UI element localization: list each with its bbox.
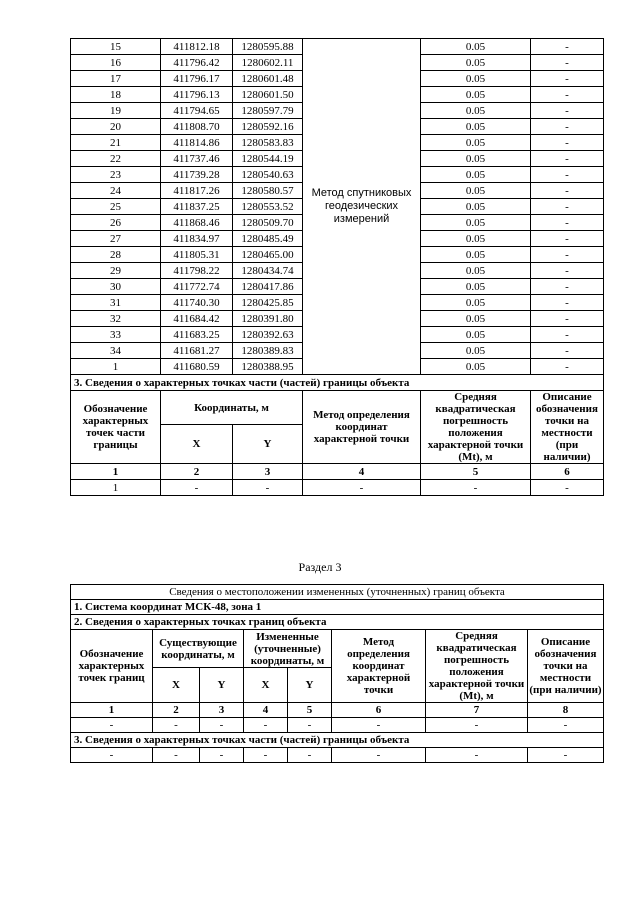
point-number: 24 <box>71 183 161 199</box>
coord-x: 411817.26 <box>161 183 233 199</box>
cell-value: - <box>332 748 426 763</box>
coord-x: 411837.25 <box>161 199 233 215</box>
header-mt: Средняя квадратическая погрешность положения характерной точки (Mt), м <box>426 630 528 703</box>
point-number: 23 <box>71 167 161 183</box>
point-number: 21 <box>71 135 161 151</box>
coord-y: 1280434.74 <box>233 263 303 279</box>
column-number: 4 <box>244 703 288 718</box>
column-number: 8 <box>528 703 604 718</box>
column-number: 1 <box>71 703 153 718</box>
coord-x: 411739.28 <box>161 167 233 183</box>
cell-value: - <box>531 480 604 496</box>
header-y: Y <box>233 425 303 464</box>
point-number: 16 <box>71 55 161 71</box>
description-value: - <box>531 119 604 135</box>
description-value: - <box>531 183 604 199</box>
parts-section-title: 3. Сведения о характерных точках части (частей) границы объекта <box>71 375 604 391</box>
column-number: 6 <box>332 703 426 718</box>
column-number: 1 <box>71 464 161 480</box>
coord-y: 1280509.70 <box>233 215 303 231</box>
column-number: 5 <box>288 703 332 718</box>
coord-y: 1280601.50 <box>233 87 303 103</box>
mt-value: 0.05 <box>421 151 531 167</box>
cell-value: - <box>528 718 604 733</box>
cell-value: - <box>426 748 528 763</box>
point-number: 22 <box>71 151 161 167</box>
description-value: - <box>531 263 604 279</box>
point-number: 1 <box>71 359 161 375</box>
point-number: 32 <box>71 311 161 327</box>
cell-value: - <box>200 748 244 763</box>
cell-value: - <box>288 718 332 733</box>
column-number: 2 <box>153 703 200 718</box>
mt-value: 0.05 <box>421 279 531 295</box>
mt-value: 0.05 <box>421 359 531 375</box>
description-value: - <box>531 103 604 119</box>
coord-y: 1280425.85 <box>233 295 303 311</box>
cell-value: - <box>200 718 244 733</box>
mt-value: 0.05 <box>421 343 531 359</box>
mt-value: 0.05 <box>421 183 531 199</box>
coord-y: 1280388.95 <box>233 359 303 375</box>
point-number: 28 <box>71 247 161 263</box>
point-number: 29 <box>71 263 161 279</box>
table-row <box>71 748 604 763</box>
mt-value: 0.05 <box>421 247 531 263</box>
header-existing-coords: Существующие координаты, м <box>153 630 244 668</box>
header-method: Метод определения координат характерной точки <box>332 630 426 703</box>
section-row <box>71 375 604 391</box>
description-value: - <box>531 327 604 343</box>
points-section-row: 2. Сведения о характерных точках границ объекта <box>71 615 604 630</box>
coord-x: 411681.27 <box>161 343 233 359</box>
coord-y: 1280592.16 <box>233 119 303 135</box>
cell-value: - <box>244 718 288 733</box>
coord-y: 1280540.63 <box>233 167 303 183</box>
coord-x: 411740.30 <box>161 295 233 311</box>
column-number: 7 <box>426 703 528 718</box>
section-heading: Раздел 3 <box>298 560 342 574</box>
mt-value: 0.05 <box>421 135 531 151</box>
description-value: - <box>531 167 604 183</box>
point-number: 19 <box>71 103 161 119</box>
point-number: 18 <box>71 87 161 103</box>
table2-title: Сведения о местоположении измененных (уточненных) границ объекта <box>71 585 604 600</box>
cell-value: 1 <box>71 480 161 496</box>
description-value: - <box>531 135 604 151</box>
column-numbers-row <box>71 464 604 480</box>
coord-x: 411796.42 <box>161 55 233 71</box>
cell-value: - <box>288 748 332 763</box>
cell-value: - <box>426 718 528 733</box>
mt-value: 0.05 <box>421 263 531 279</box>
mt-value: 0.05 <box>421 327 531 343</box>
description-value: - <box>531 71 604 87</box>
mt-value: 0.05 <box>421 295 531 311</box>
cell-value: - <box>332 718 426 733</box>
description-value: - <box>531 359 604 375</box>
point-number: 26 <box>71 215 161 231</box>
header-x: X <box>161 425 233 464</box>
coord-x: 411868.46 <box>161 215 233 231</box>
point-number: 27 <box>71 231 161 247</box>
coord-x: 411737.46 <box>161 151 233 167</box>
coord-x: 411683.25 <box>161 327 233 343</box>
coordinate-system-row: 1. Система координат МСК-48, зона 1 <box>71 600 604 615</box>
description-value: - <box>531 343 604 359</box>
point-number: 34 <box>71 343 161 359</box>
mt-value: 0.05 <box>421 39 531 55</box>
mt-value: 0.05 <box>421 87 531 103</box>
cell-value: - <box>153 748 200 763</box>
column-number: 4 <box>303 464 421 480</box>
header-y-existing: Y <box>200 668 244 703</box>
coord-y: 1280485.49 <box>233 231 303 247</box>
mt-value: 0.05 <box>421 167 531 183</box>
coord-x: 411798.22 <box>161 263 233 279</box>
coord-x: 411772.74 <box>161 279 233 295</box>
column-number: 2 <box>161 464 233 480</box>
coord-x: 411834.97 <box>161 231 233 247</box>
cell-value: - <box>528 748 604 763</box>
mt-value: 0.05 <box>421 199 531 215</box>
coord-y: 1280583.83 <box>233 135 303 151</box>
cell-value: - <box>153 718 200 733</box>
description-value: - <box>531 199 604 215</box>
coordinates-table-continued <box>70 38 604 496</box>
description-value: - <box>531 55 604 71</box>
description-value: - <box>531 247 604 263</box>
header-description: Описание обозначения точки на местности (при наличии) <box>531 391 604 464</box>
coord-x: 411796.13 <box>161 87 233 103</box>
coord-y: 1280391.80 <box>233 311 303 327</box>
header-y-changed: Y <box>288 668 332 703</box>
cell-value: - <box>233 480 303 496</box>
header-changed-coords: Измененные (уточненные) координаты, м <box>244 630 332 668</box>
mt-value: 0.05 <box>421 119 531 135</box>
column-number: 5 <box>421 464 531 480</box>
header-x-existing: X <box>153 668 200 703</box>
table-row <box>71 718 604 733</box>
coord-y: 1280602.11 <box>233 55 303 71</box>
coord-y: 1280465.00 <box>233 247 303 263</box>
description-value: - <box>531 311 604 327</box>
method-cell: Метод спутниковых геодезических измерений <box>303 39 421 375</box>
column-number: 3 <box>200 703 244 718</box>
mt-value: 0.05 <box>421 71 531 87</box>
cell-value: - <box>161 480 233 496</box>
coord-y: 1280601.48 <box>233 71 303 87</box>
point-number: 30 <box>71 279 161 295</box>
header-mt: Средняя квадратическая погрешность положения характерной точки (Mt), м <box>421 391 531 464</box>
cell-value: - <box>71 748 153 763</box>
coord-x: 411814.86 <box>161 135 233 151</box>
table-row <box>71 39 604 55</box>
point-number: 31 <box>71 295 161 311</box>
description-value: - <box>531 87 604 103</box>
description-value: - <box>531 151 604 167</box>
coord-y: 1280389.83 <box>233 343 303 359</box>
cell-value: - <box>421 480 531 496</box>
coord-y: 1280417.86 <box>233 279 303 295</box>
coord-x: 411794.65 <box>161 103 233 119</box>
parts-section-row: 3. Сведения о характерных точках части (частей) границы объекта <box>71 733 604 748</box>
coord-y: 1280392.63 <box>233 327 303 343</box>
column-number: 6 <box>531 464 604 480</box>
mt-value: 0.05 <box>421 103 531 119</box>
header-coords: Координаты, м <box>161 391 303 425</box>
mt-value: 0.05 <box>421 215 531 231</box>
point-number: 33 <box>71 327 161 343</box>
coord-y: 1280597.79 <box>233 103 303 119</box>
header-method: Метод определения координат характерной точки <box>303 391 421 464</box>
description-value: - <box>531 279 604 295</box>
cell-value: - <box>71 718 153 733</box>
coord-y: 1280553.52 <box>233 199 303 215</box>
table-row <box>71 480 604 496</box>
cell-value: - <box>303 480 421 496</box>
description-value: - <box>531 39 604 55</box>
coord-x: 411808.70 <box>161 119 233 135</box>
mt-value: 0.05 <box>421 311 531 327</box>
header-designation: Обозначение характерных точек части границы <box>71 391 161 464</box>
point-number: 17 <box>71 71 161 87</box>
column-number: 3 <box>233 464 303 480</box>
coord-x: 411805.31 <box>161 247 233 263</box>
header-designation: Обозначение характерных точек границ <box>71 630 153 703</box>
coord-x: 411684.42 <box>161 311 233 327</box>
changed-boundaries-table <box>70 584 604 763</box>
description-value: - <box>531 215 604 231</box>
point-number: 15 <box>71 39 161 55</box>
point-number: 20 <box>71 119 161 135</box>
description-value: - <box>531 231 604 247</box>
point-number: 25 <box>71 199 161 215</box>
cell-value: - <box>244 748 288 763</box>
coord-x: 411796.17 <box>161 71 233 87</box>
coord-y: 1280580.57 <box>233 183 303 199</box>
header-row <box>71 391 604 425</box>
description-value: - <box>531 295 604 311</box>
mt-value: 0.05 <box>421 55 531 71</box>
column-numbers-row <box>71 703 604 718</box>
header-x-changed: X <box>244 668 288 703</box>
coord-y: 1280595.88 <box>233 39 303 55</box>
coord-x: 411680.59 <box>161 359 233 375</box>
mt-value: 0.05 <box>421 231 531 247</box>
header-description: Описание обозначения точки на местности (при наличии) <box>528 630 604 703</box>
coord-y: 1280544.19 <box>233 151 303 167</box>
coord-x: 411812.18 <box>161 39 233 55</box>
